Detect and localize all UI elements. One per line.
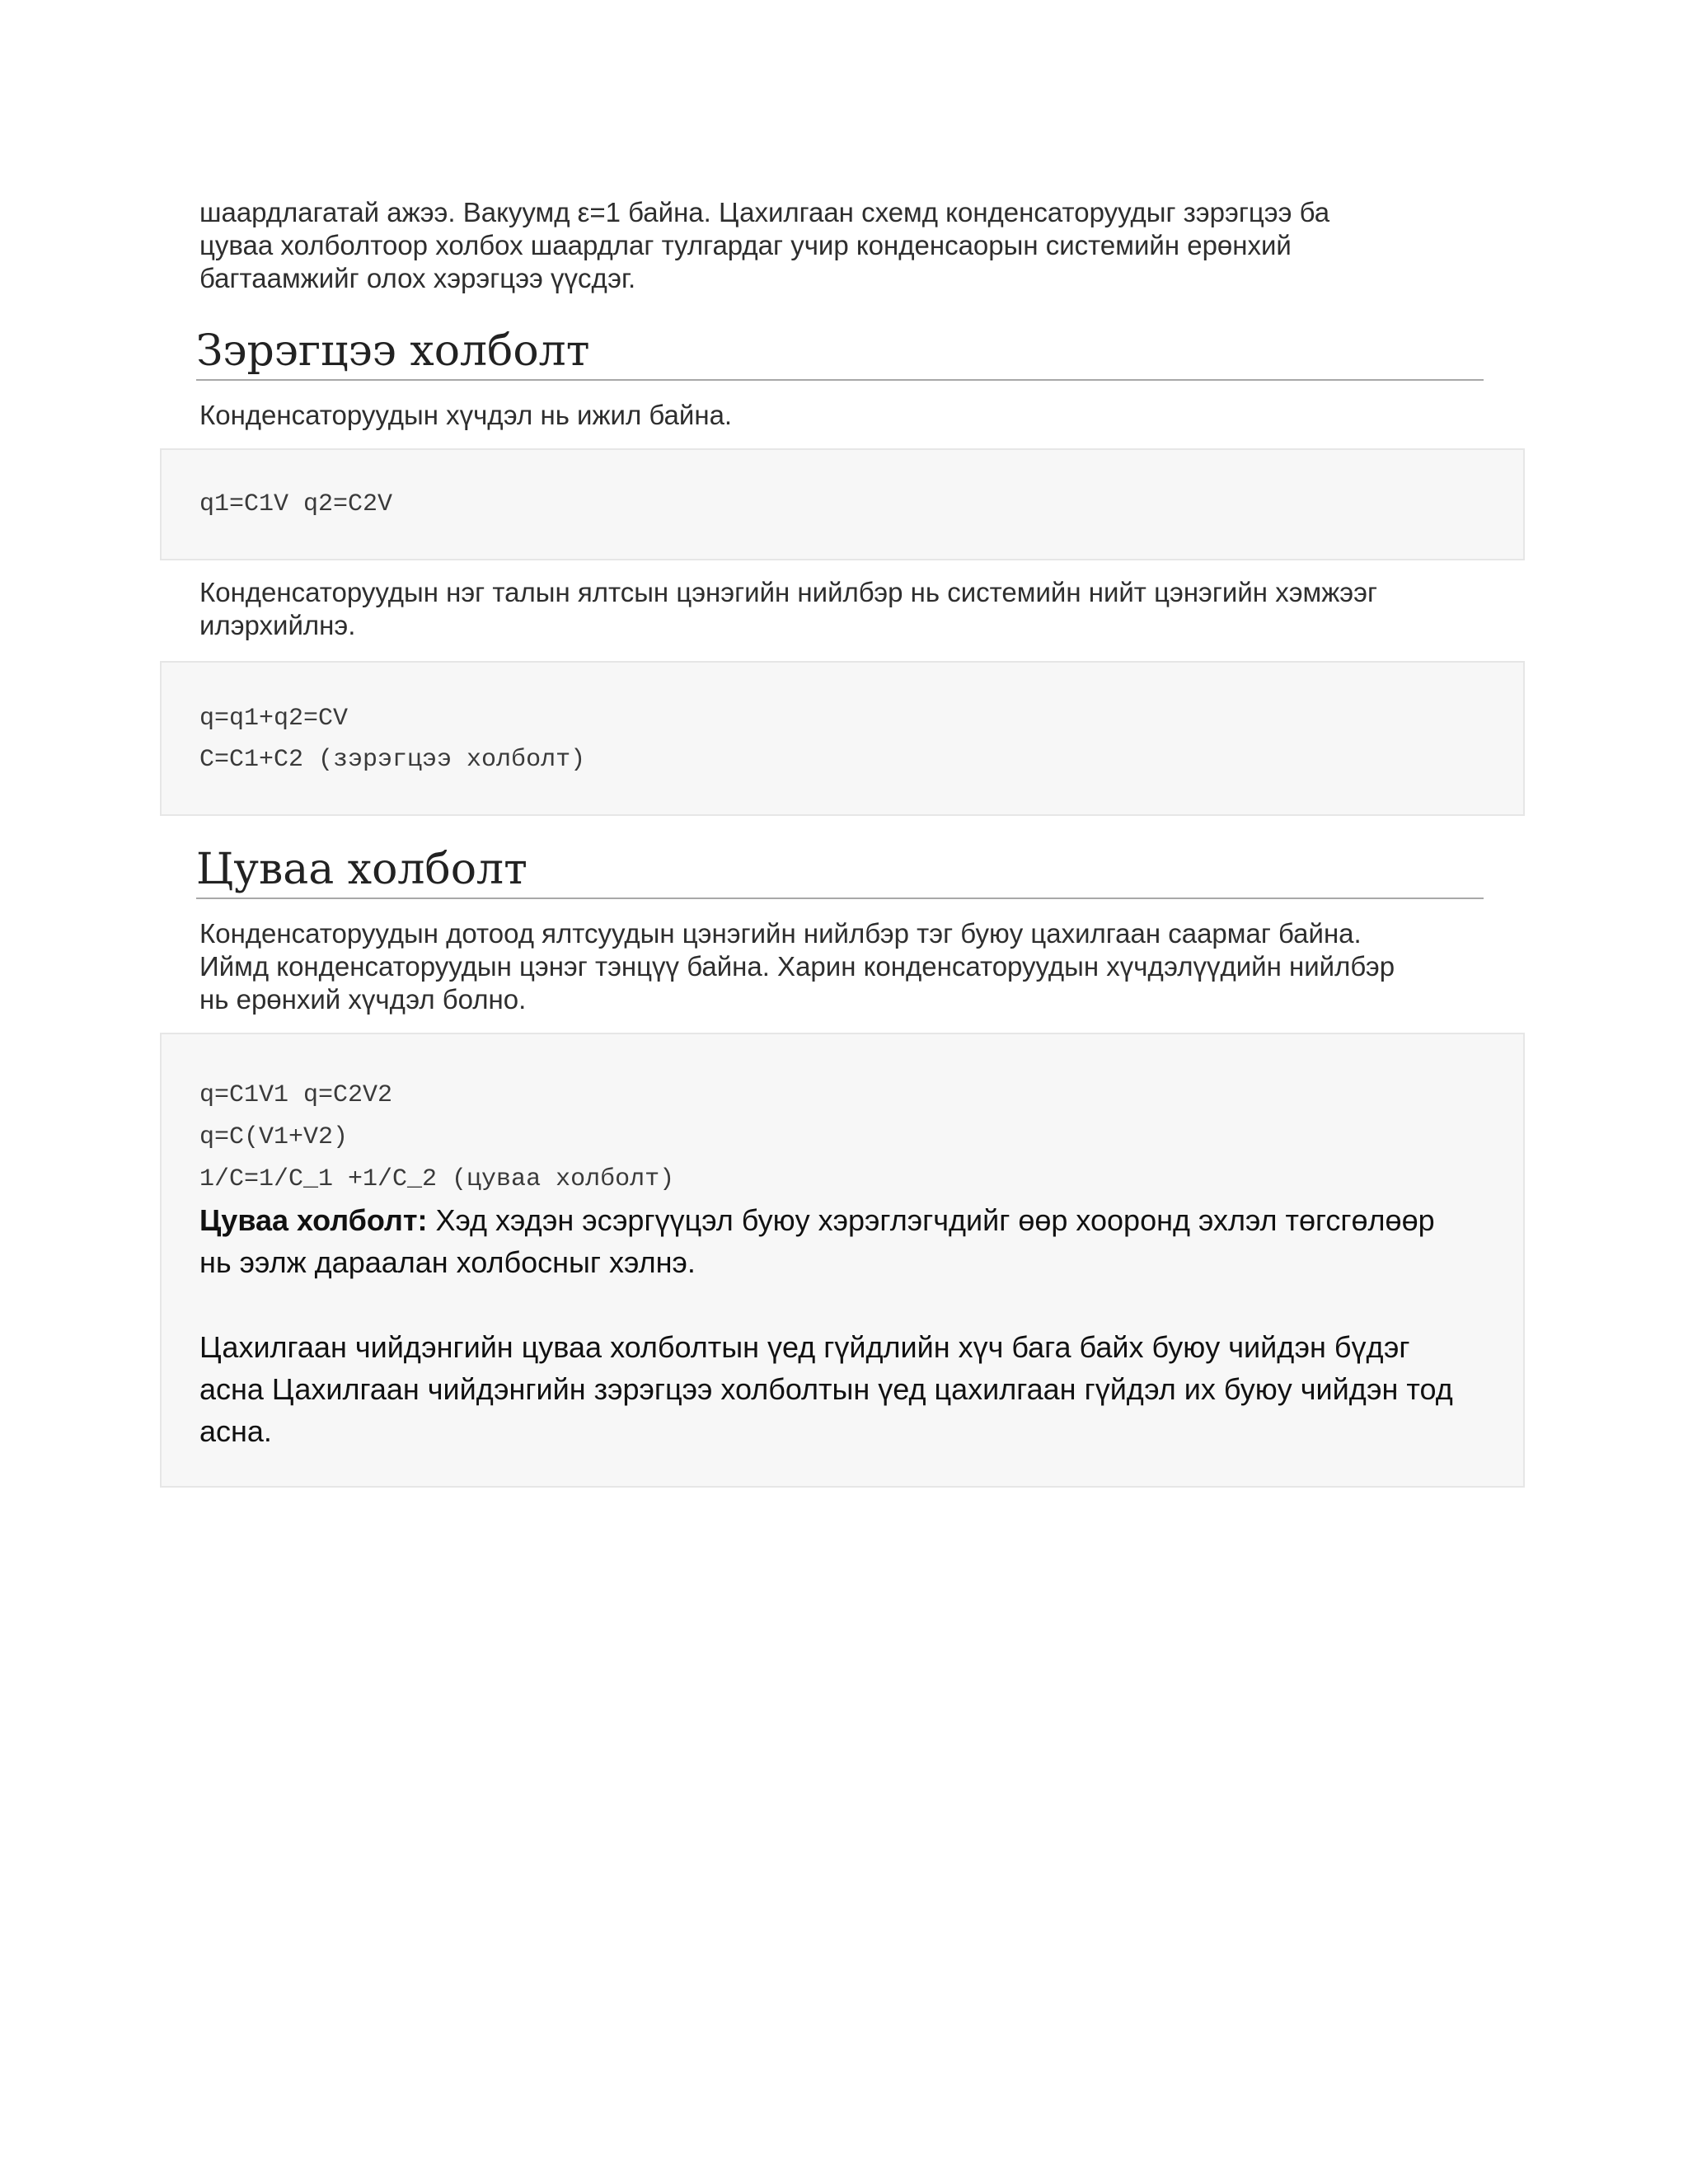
paragraph-line: Иймд конденсаторуудын цэнэг тэнцүү байна. Харин конденсаторуудын хүчдэлүүдийн нийлбэр	[199, 951, 1395, 982]
code-line: q1=C1V q2=C2V	[199, 490, 393, 518]
parallel-paragraph-2	[199, 576, 1485, 642]
intro-line: багтаамжийг олох хэрэгцээ үүсдэг.	[199, 263, 636, 293]
series-lamp-note	[199, 1326, 1493, 1452]
intro-line: цуваа холболтоор холбох шаардлаг тулгардаг учир конденсаорын системийн ерөнхий	[199, 230, 1292, 260]
code-block-series	[160, 1033, 1525, 1488]
definition-term: Цуваа холболт:	[199, 1203, 428, 1237]
series-definition-note	[199, 1199, 1493, 1283]
intro-paragraph	[199, 196, 1485, 295]
paragraph-line: илэрхийлнэ.	[199, 610, 356, 640]
section-heading-parallel: Зэрэгцээ холболт	[196, 326, 1484, 381]
paragraph-line: Конденсаторуудын дотоод ялтсуудын цэнэгийн нийлбэр тэг буюу цахилгаан саармаг байна.	[199, 918, 1362, 949]
parallel-paragraph-1: Конденсаторуудын хүчдэл нь ижил байна.	[199, 400, 733, 430]
code-block-parallel-2	[160, 661, 1525, 816]
paragraph-line: нь ерөнхий хүчдэл болно.	[199, 984, 527, 1015]
code-line: 1/C=1/C_1 +1/C_2 (цуваа холболт)	[199, 1165, 675, 1193]
paragraph-line: Конденсаторуудын нэг талын ялтсын цэнэгийн нийлбэр нь системийн нийт цэнэгийн хэмжээг	[199, 577, 1378, 607]
definition-text: нь ээлж дараалан холбосныг хэлнэ.	[199, 1245, 696, 1279]
code-line: C=C1+C2 (зэрэгцээ холболт)	[199, 746, 586, 774]
code-line: q=q1+q2=CV	[199, 705, 349, 733]
note-line: Цахилгаан чийдэнгийн цуваа холболтын үед гүйдлийн хүч бага байх буюу чийдэн бүдэг	[199, 1330, 1410, 1364]
intro-line: шаардлагатай ажээ. Вакуумд ε=1 байна. Цахилгаан схемд конденсаторуудыг зэрэгцээ ба	[199, 197, 1330, 227]
code-line: q=C1V1 q=C2V2	[199, 1081, 393, 1109]
code-block-parallel-1	[160, 448, 1525, 560]
definition-text: Хэд хэдэн эсэргүүцэл буюу хэрэглэгчдийг өөр хооронд эхлэл төгсгөлөөр	[427, 1203, 1435, 1237]
section-heading-series: Цуваа холболт	[196, 845, 1484, 899]
note-line: асна Цахилгаан чийдэнгийн зэрэгцээ холболтын үед цахилгаан гүйдэл их буюу чийдэн тод	[199, 1372, 1453, 1406]
code-line: q=C(V1+V2)	[199, 1123, 349, 1151]
note-line: асна.	[199, 1414, 272, 1448]
series-paragraph	[199, 917, 1485, 1016]
